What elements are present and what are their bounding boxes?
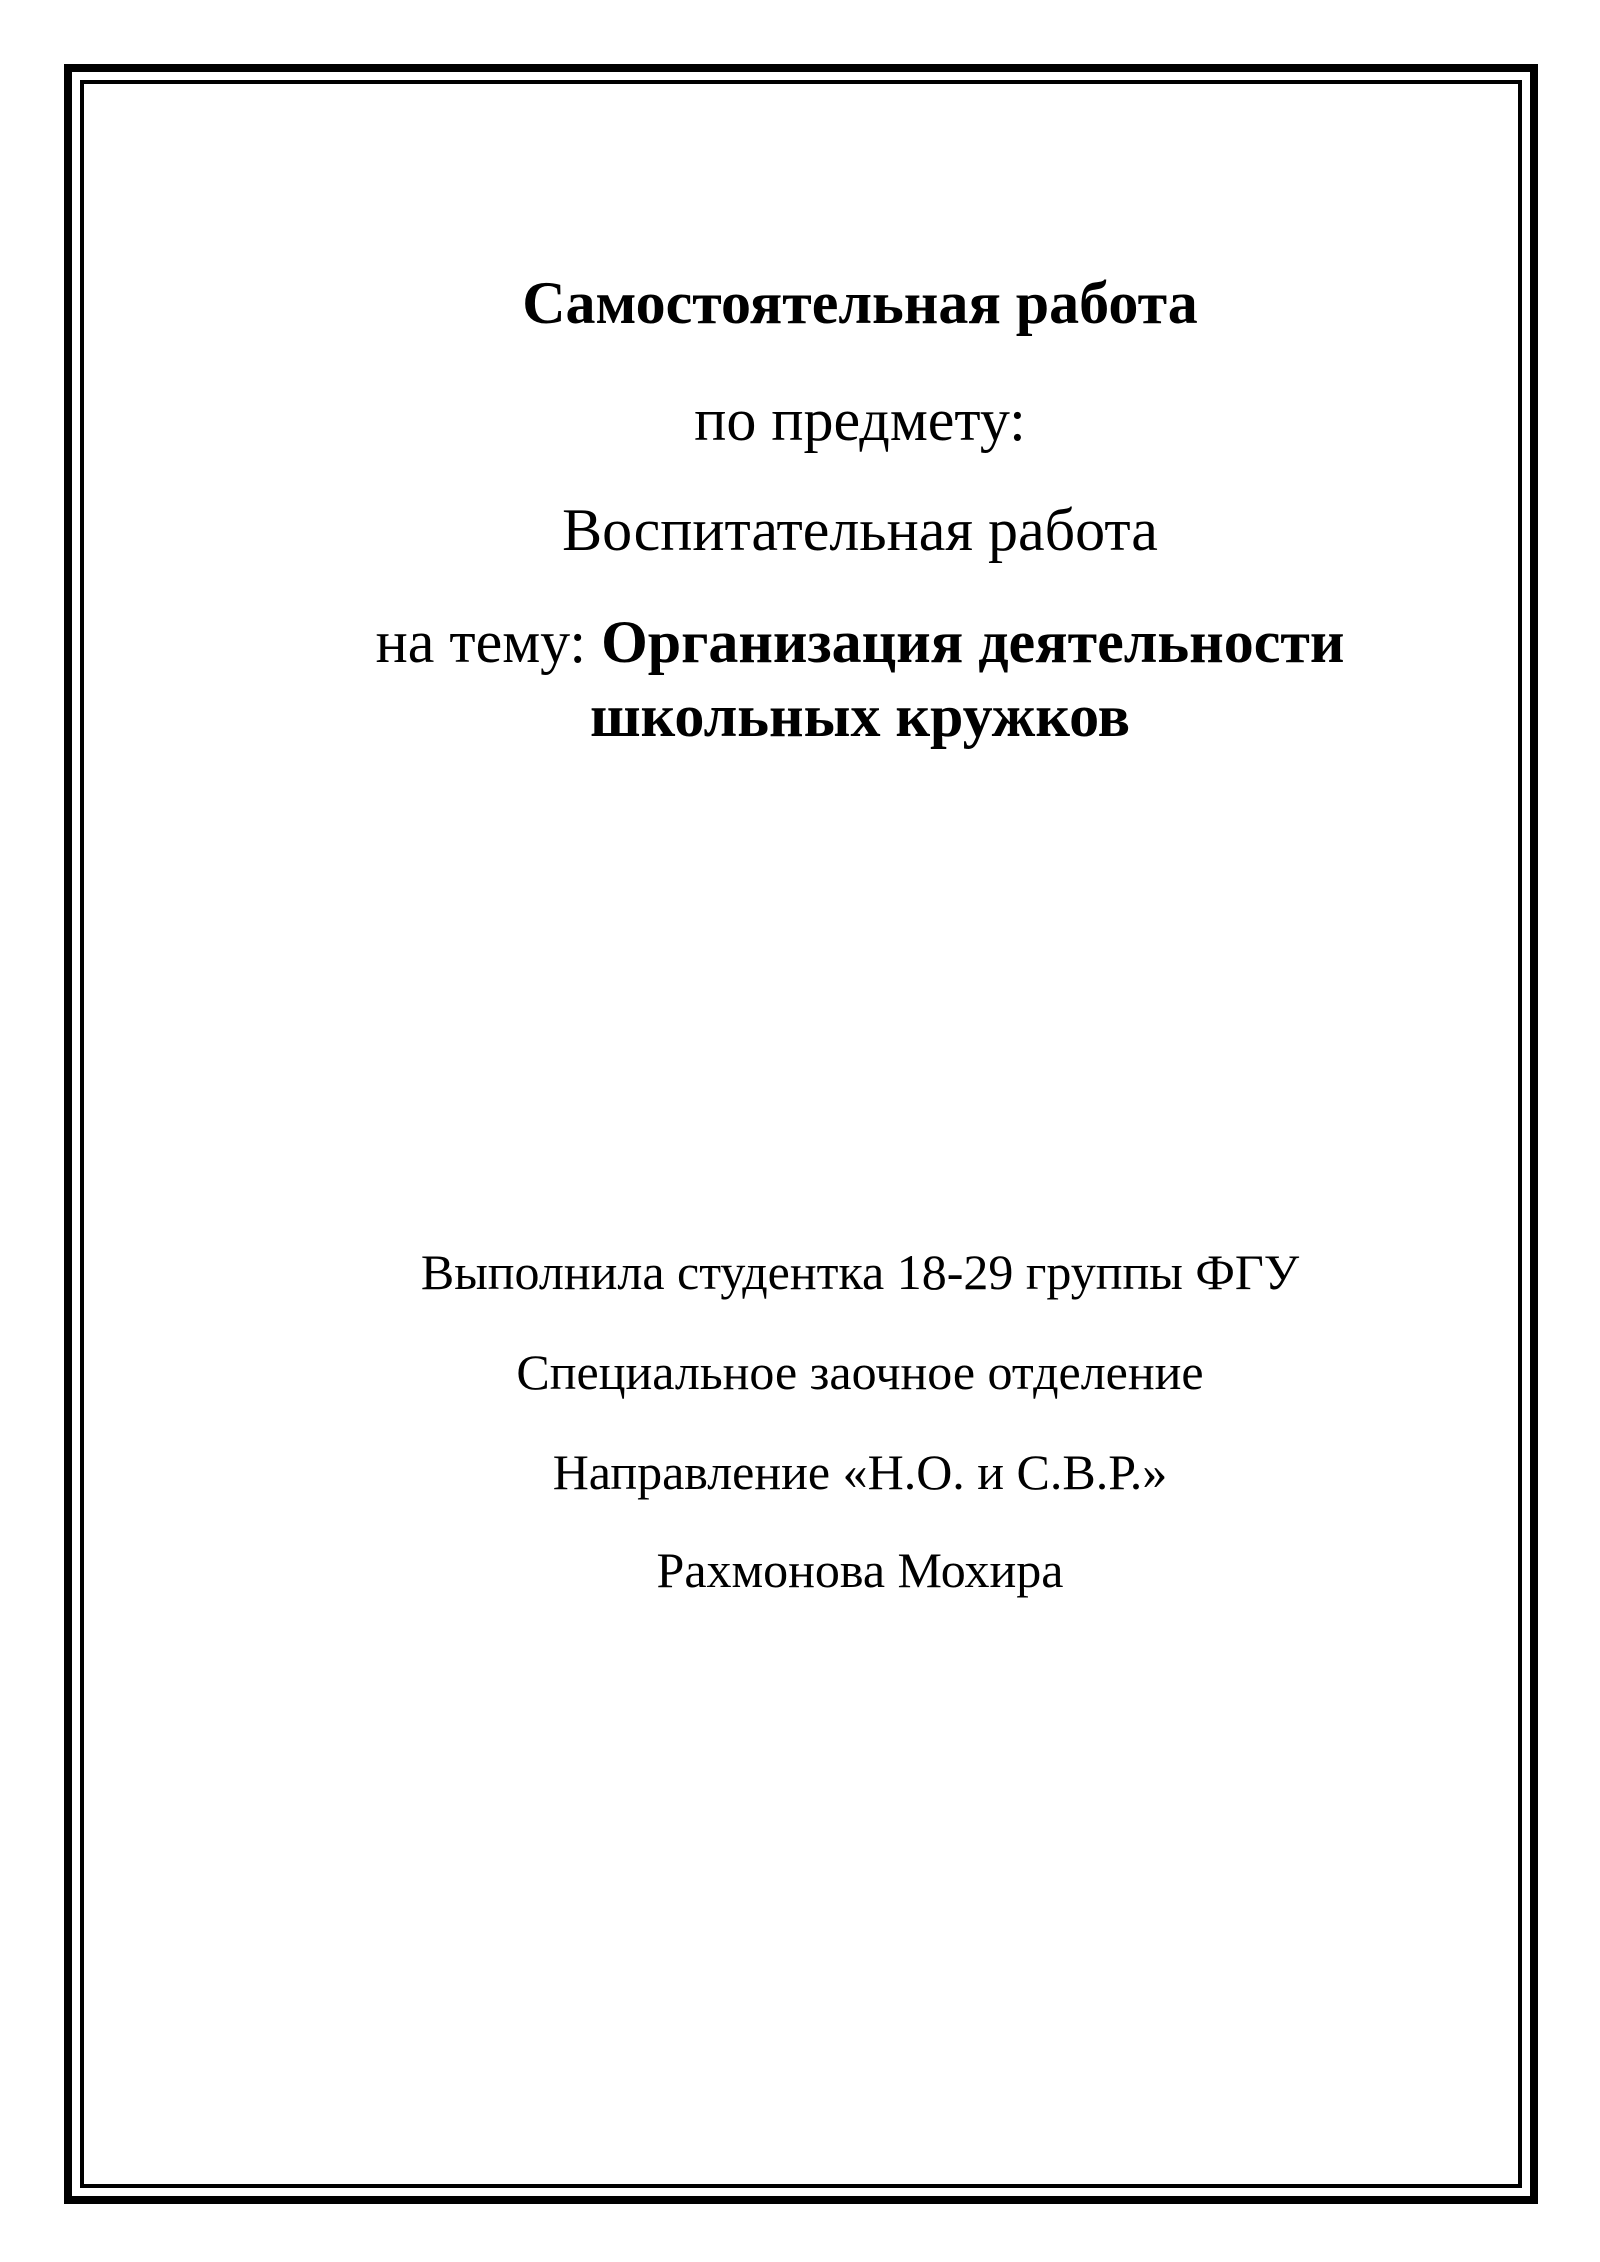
- department-text: Специальное заочное отделение: [516, 1344, 1204, 1400]
- topic-prefix: на тему:: [375, 609, 587, 675]
- performed-by-text: Выполнила студентка 18-29 группы ФГУ: [420, 1244, 1300, 1300]
- topic-title-line2: школьных кружков: [590, 683, 1130, 749]
- work-type-heading: Самостоятельная работа: [522, 270, 1198, 336]
- topic-title-line1: Организация деятельности: [601, 609, 1345, 675]
- direction-text: Направление «Н.О. и С.В.Р.»: [552, 1444, 1168, 1500]
- topic-line: [140, 606, 1580, 678]
- subject-prefix: по предмету:: [694, 387, 1026, 453]
- author-name: Рахмонова Мохира: [656, 1542, 1064, 1598]
- subject-name: Воспитательная работа: [562, 497, 1158, 563]
